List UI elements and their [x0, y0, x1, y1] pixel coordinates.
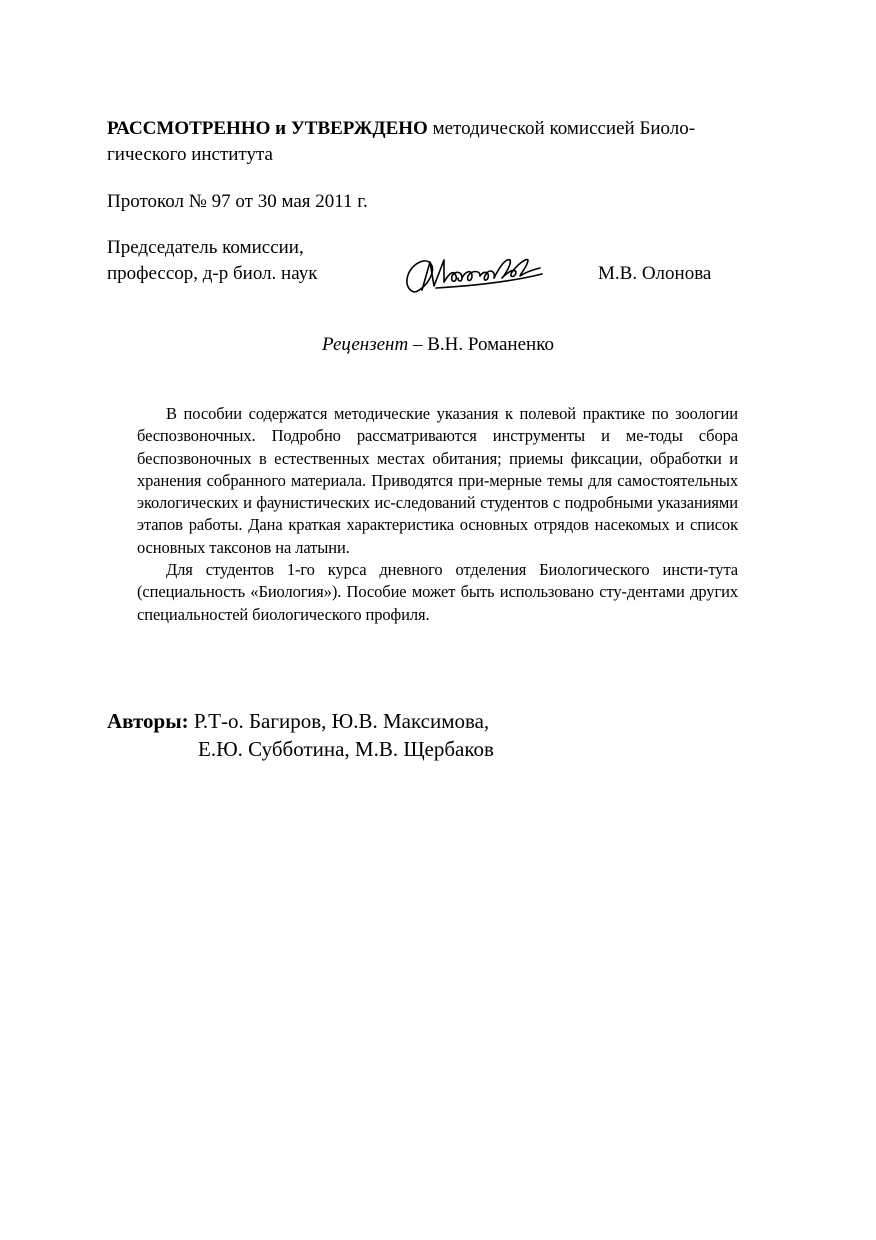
authors-block: [107, 707, 494, 763]
authors-line-2: Е.Ю. Субботина, М.В. Щербаков: [198, 737, 494, 761]
abstract-paragraph: В пособии содержатся методические указания к полевой практике по зоологии беспозвоночных. Подробно рассматриваются инструменты и ме-тоды сбора беспозвоночных в естественных местах обитания; приемы фиксации, обработки и хранения собранного материала. Приводятся при-мерные темы для самостоятельных экологических и фаунистических ис-следований студентов с подробными указаниями этапов работы. Дана краткая характеристика основных отрядов насекомых и список основных таксонов на латыни.: [137, 404, 738, 557]
reviewer-name: – В.Н. Романенко: [408, 334, 554, 355]
approval-statement: [107, 116, 767, 168]
chair-signature: [400, 252, 550, 298]
authors-line-1: Р.Т-о. Багиров, Ю.В. Максимова,: [188, 709, 490, 733]
chair-block: [107, 235, 317, 287]
protocol-line: Протокол № 97 от 30 мая 2011 г.: [107, 191, 368, 212]
chair-degree: профессор, д-р биол. наук: [107, 263, 318, 284]
approval-heading: РАССМОТРЕННО и УТВЕРЖДЕНО: [107, 118, 428, 139]
chair-name: М.В. Олонова: [598, 263, 712, 284]
abstract-block: [137, 403, 738, 626]
authors-label: Авторы:: [107, 709, 189, 733]
approval-text: методической комиссией Биоло-гического института: [107, 118, 696, 165]
reviewer-line: [0, 332, 876, 358]
chair-title: Председатель комиссии,: [107, 237, 304, 258]
reviewer-label: Рецензент: [322, 334, 409, 355]
abstract-paragraph: Для студентов 1-го курса дневного отделения Биологического инсти-тута (специальность «Биология»). Пособие может быть использовано сту-дентами других специальностей биологического профиля.: [137, 560, 738, 624]
